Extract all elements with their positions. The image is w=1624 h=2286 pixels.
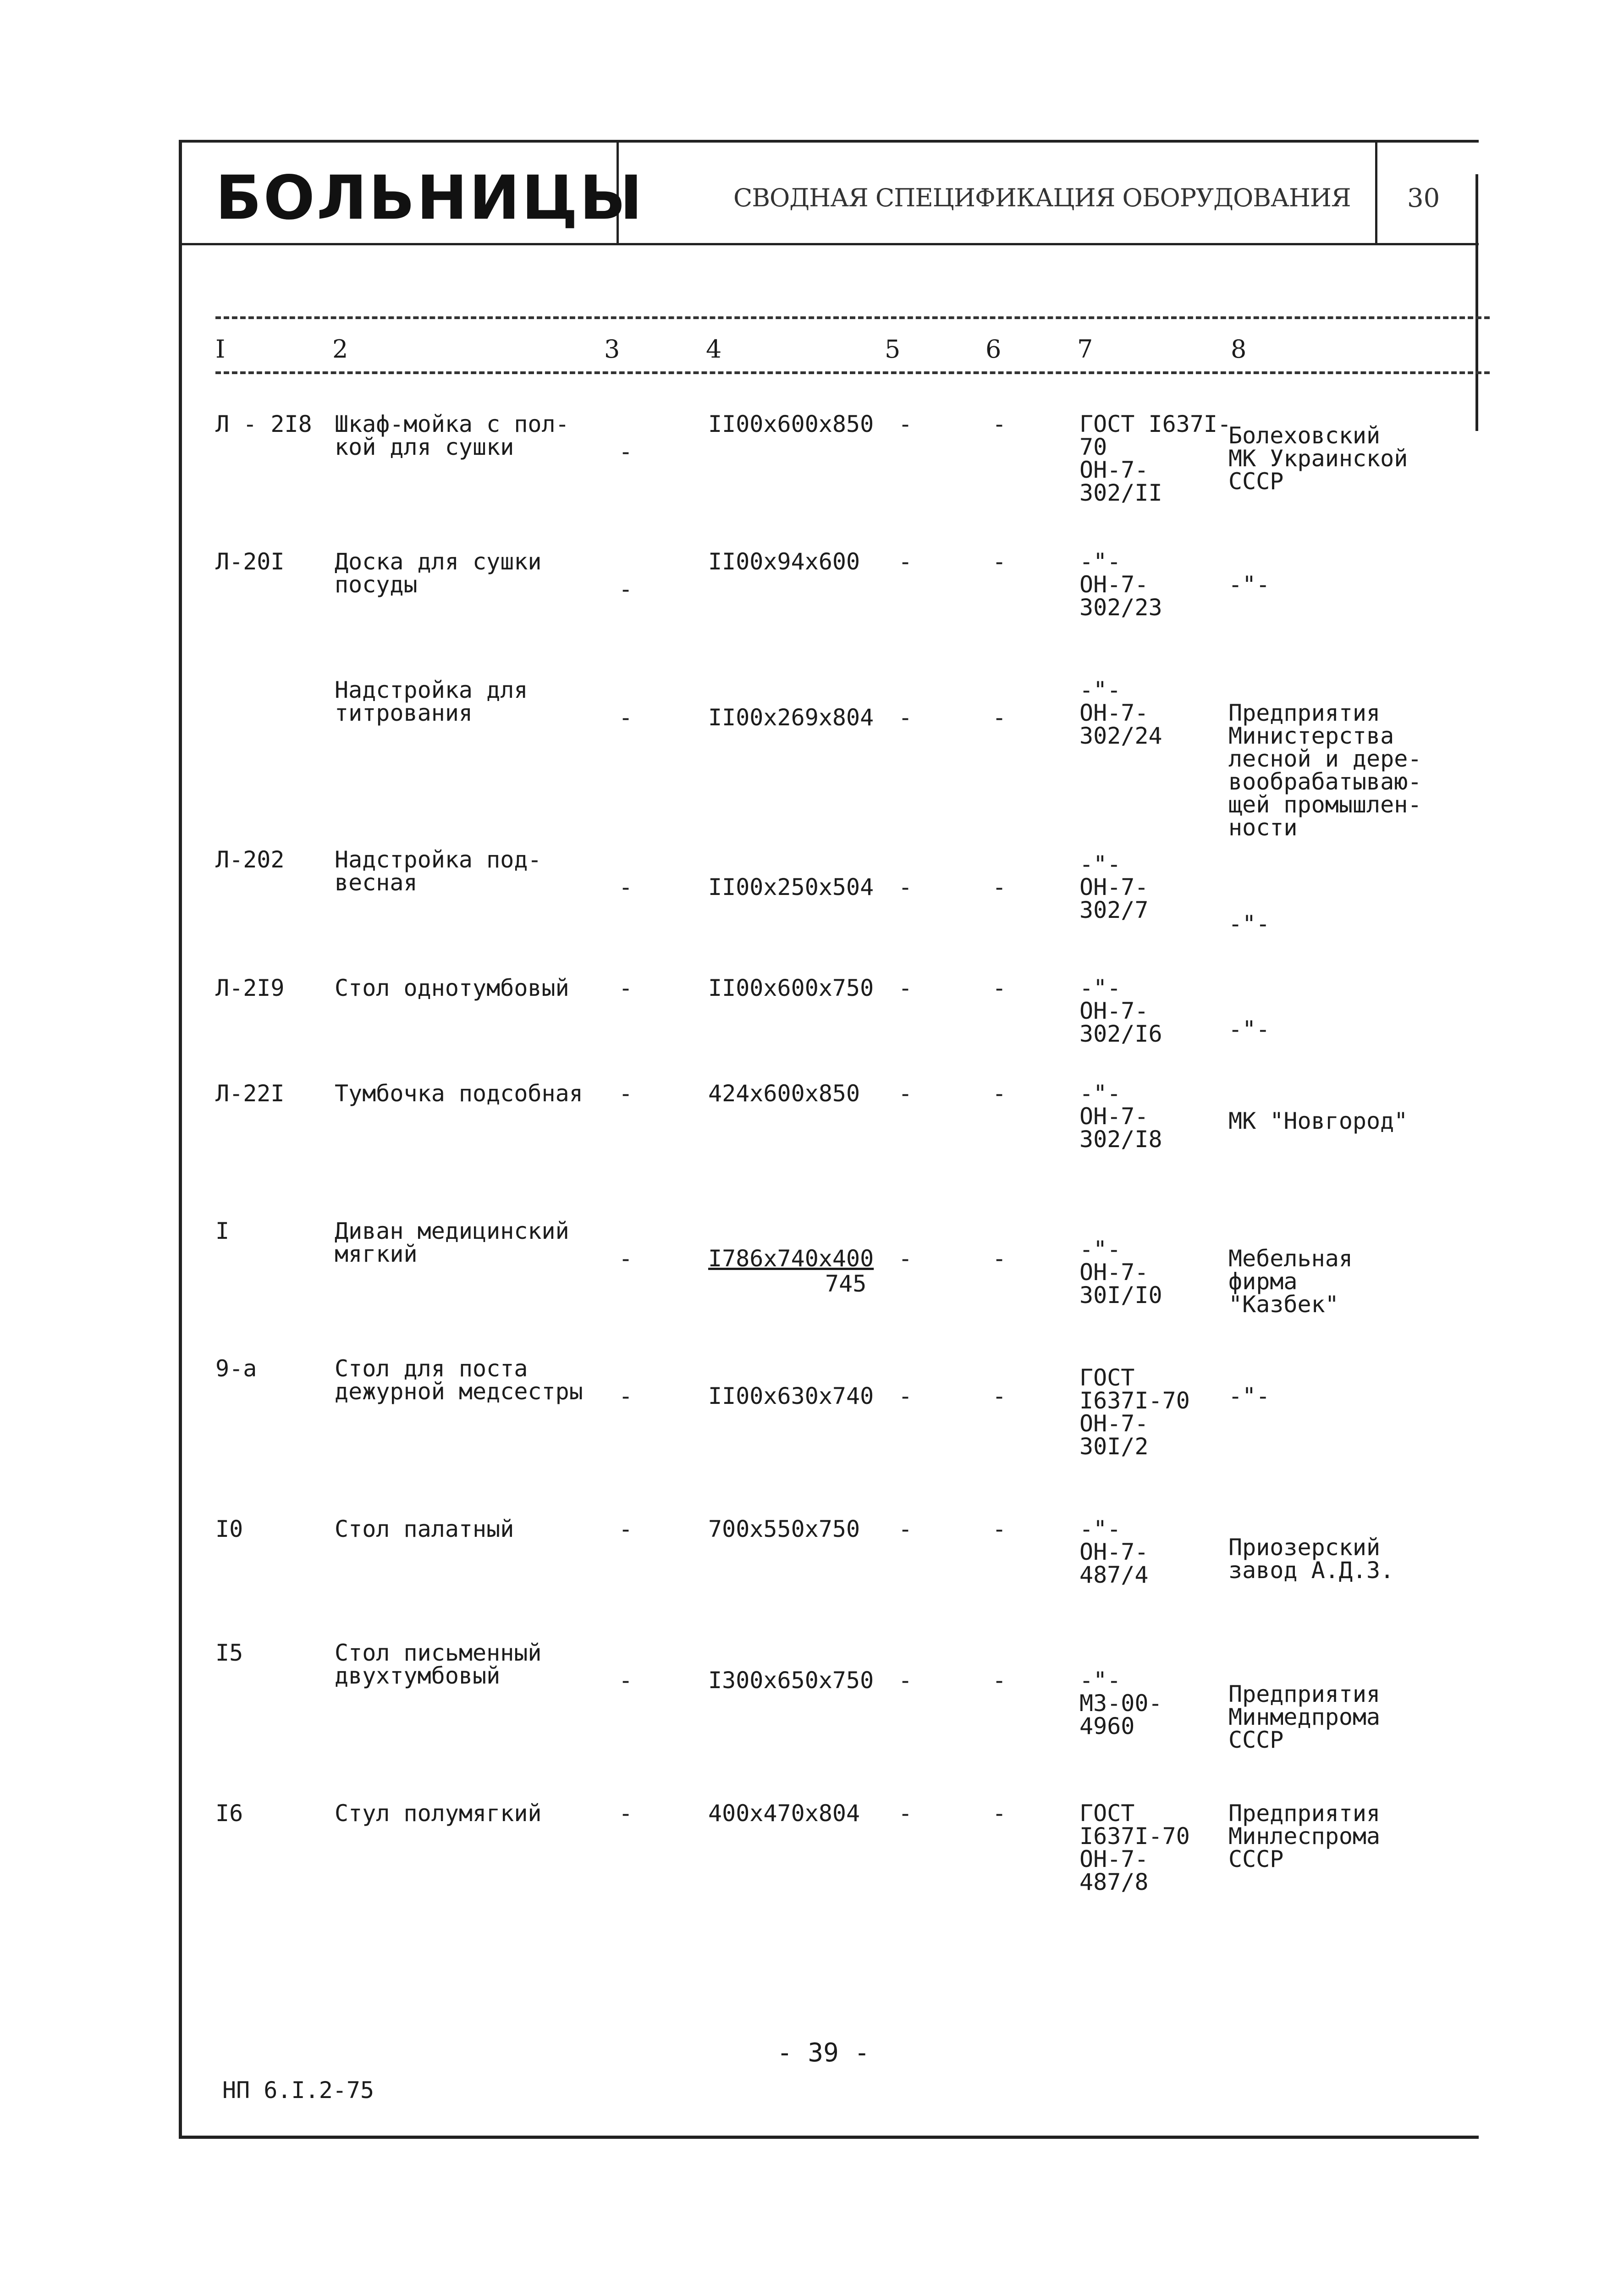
table-cell-col8: -"- <box>1228 911 1270 937</box>
table-cell-col1: Л-22I <box>215 1080 285 1107</box>
table-cell-col2: Стол для поста дежурной медсестры <box>335 1355 583 1405</box>
col-header-1: I <box>215 335 226 364</box>
table-cell-col3: - <box>619 438 633 465</box>
table-cell-col3: - <box>619 1383 633 1409</box>
table-cell-col1: Л-2I9 <box>215 975 285 1001</box>
table-cell-col2: Надстройка под- весная <box>335 846 542 896</box>
table-cell-col7: -"- ОН-7- 302/I6 <box>1079 975 1162 1047</box>
table-cell-col3: - <box>619 1667 633 1694</box>
table-cell-col8: -"- <box>1228 571 1270 598</box>
table-cell-col6: - <box>992 874 1007 900</box>
table-cell-col7: ГОСТ I637I-70 ОН-7- 487/8 <box>1079 1800 1190 1895</box>
table-cell-col8: -"- <box>1228 1016 1270 1043</box>
table-cell-col2: Стол палатный <box>335 1516 514 1542</box>
col-header-5: 5 <box>885 335 901 364</box>
table-cell-col3: - <box>619 1516 633 1542</box>
table-cell-col6: - <box>992 1245 1007 1272</box>
col-header-6: 6 <box>985 335 1002 364</box>
table-cell-col5: - <box>898 411 913 437</box>
table-cell-col4: 700x550x750 <box>708 1516 860 1542</box>
table-cell-col8: МК "Новгород" <box>1228 1108 1408 1134</box>
table-cell-col5: - <box>898 975 913 1001</box>
table-cell-col6: - <box>992 548 1007 575</box>
document-title: БОЛЬНИЦЫ <box>215 163 644 233</box>
table-cell-col7: -"- ОН-7- 302/24 <box>1079 677 1162 749</box>
table-cell-col7: ГОСТ I637I- 70 ОН-7- 302/II <box>1079 411 1232 506</box>
table-cell-col3: - <box>619 704 633 731</box>
header-rule-bottom <box>215 371 1490 374</box>
title-divider <box>1375 140 1377 245</box>
table-cell-col4: I300x650x750 <box>708 1667 874 1694</box>
document-code: НП 6.I.2-75 <box>222 2077 374 2104</box>
table-cell-col1: Л-20I <box>215 548 285 575</box>
table-cell-col3: - <box>619 1245 633 1272</box>
table-cell-col7: -"- ОН-7- 487/4 <box>1079 1516 1149 1588</box>
table-cell-col5: - <box>898 1245 913 1272</box>
table-cell-col2: Стол письменный двухтумбовый <box>335 1640 542 1689</box>
table-cell-col8: Предприятия Минмедпрома СССР <box>1228 1681 1381 1753</box>
table-cell-col6: - <box>992 1383 1007 1409</box>
table-cell-col5: - <box>898 548 913 575</box>
table-cell-col6: - <box>992 1667 1007 1694</box>
table-cell-col4: II00x269x804 <box>708 704 874 731</box>
table-cell-col7: -"- ОН-7- 302/I8 <box>1079 1080 1162 1153</box>
table-cell-col5: - <box>898 874 913 900</box>
table-cell-col3: - <box>619 1800 633 1827</box>
page-number: - 39 - <box>777 2038 870 2068</box>
table-cell-col4-denominator: 745 <box>825 1270 867 1297</box>
table-cell-col4: I786x740x400 <box>708 1245 874 1272</box>
col-header-2: 2 <box>332 335 348 364</box>
table-cell-col6: - <box>992 704 1007 731</box>
table-cell-col2: Шкаф-мойка с пол- кой для сушки <box>335 411 569 460</box>
table-cell-col2: Доска для сушки посуды <box>335 548 542 598</box>
sheet-number: 30 <box>1407 183 1440 213</box>
table-cell-col1: I0 <box>215 1516 243 1542</box>
col-header-3: 3 <box>604 335 620 364</box>
table-cell-col1: I6 <box>215 1800 243 1827</box>
table-cell-col7: -"- ОН-7- 302/23 <box>1079 548 1162 621</box>
table-cell-col7: -"- ОН-7- 30I/I0 <box>1079 1236 1162 1309</box>
table-cell-col3: - <box>619 1080 633 1107</box>
table-cell-col6: - <box>992 975 1007 1001</box>
table-cell-col1: Л-202 <box>215 846 285 873</box>
table-cell-col2: Тумбочка подсобная <box>335 1080 583 1107</box>
table-cell-col8: Предприятия Министерства лесной и дере- вообрабатываю- щей промышлен- ности <box>1228 700 1422 841</box>
table-cell-col4: II00x600x750 <box>708 975 874 1001</box>
table-cell-col5: - <box>898 1080 913 1107</box>
table-cell-col5: - <box>898 1667 913 1694</box>
table-cell-col8: -"- <box>1228 1383 1270 1409</box>
table-cell-col7: -"- МЗ-00- 4960 <box>1079 1667 1162 1739</box>
table-cell-col1: 9-а <box>215 1355 257 1382</box>
table-cell-col4: II00x600x850 <box>708 411 874 437</box>
table-cell-col1: I <box>215 1218 230 1244</box>
table-cell-col2: Диван медицинский мягкий <box>335 1218 569 1267</box>
col-header-7: 7 <box>1077 335 1093 364</box>
table-cell-col6: - <box>992 1800 1007 1827</box>
table-cell-col6: - <box>992 1516 1007 1542</box>
table-cell-col4: 424x600x850 <box>708 1080 860 1107</box>
table-cell-col8: Болеховский МК Украинской ССCР <box>1228 422 1408 495</box>
table-cell-col5: - <box>898 1516 913 1542</box>
table-cell-col4: II00x630x740 <box>708 1383 874 1409</box>
table-cell-col7: -"- ОН-7- 302/7 <box>1079 851 1149 923</box>
table-cell-col3: - <box>619 874 633 900</box>
table-cell-col7: ГОСТ I637I-70 ОН-7- 30I/2 <box>1079 1364 1190 1460</box>
table-cell-col1: Л - 2I8 <box>215 411 312 437</box>
table-cell-col2: Надстройка для титрования <box>335 677 528 726</box>
document-subtitle: СВОДНАЯ СПЕЦИФИКАЦИЯ ОБОРУДОВАНИЯ <box>733 183 1351 212</box>
table-cell-col8: Предприятия Минлеспрома СССР <box>1228 1800 1381 1872</box>
col-header-8: 8 <box>1231 335 1247 364</box>
table-cell-col6: - <box>992 1080 1007 1107</box>
table-cell-col4: II00x94x600 <box>708 548 860 575</box>
table-cell-col3: - <box>619 576 633 602</box>
table-cell-col8: Мебельная фирма "Казбек" <box>1228 1245 1353 1318</box>
table-cell-col2: Стул полумягкий <box>335 1800 542 1827</box>
table-cell-col3: - <box>619 975 633 1001</box>
table-cell-col1: I5 <box>215 1640 243 1666</box>
col-header-4: 4 <box>706 335 722 364</box>
table-cell-col8: Приозерский завод А.Д.З. <box>1228 1534 1394 1584</box>
table-cell-col5: - <box>898 704 913 731</box>
table-cell-col5: - <box>898 1383 913 1409</box>
table-cell-col4: II00x250x504 <box>708 874 874 900</box>
header-rule-top <box>215 316 1490 319</box>
table-cell-col5: - <box>898 1800 913 1827</box>
table-cell-col6: - <box>992 411 1007 437</box>
table-cell-col2: Стол однотумбовый <box>335 975 569 1001</box>
table-cell-col4: 400x470x804 <box>708 1800 860 1827</box>
